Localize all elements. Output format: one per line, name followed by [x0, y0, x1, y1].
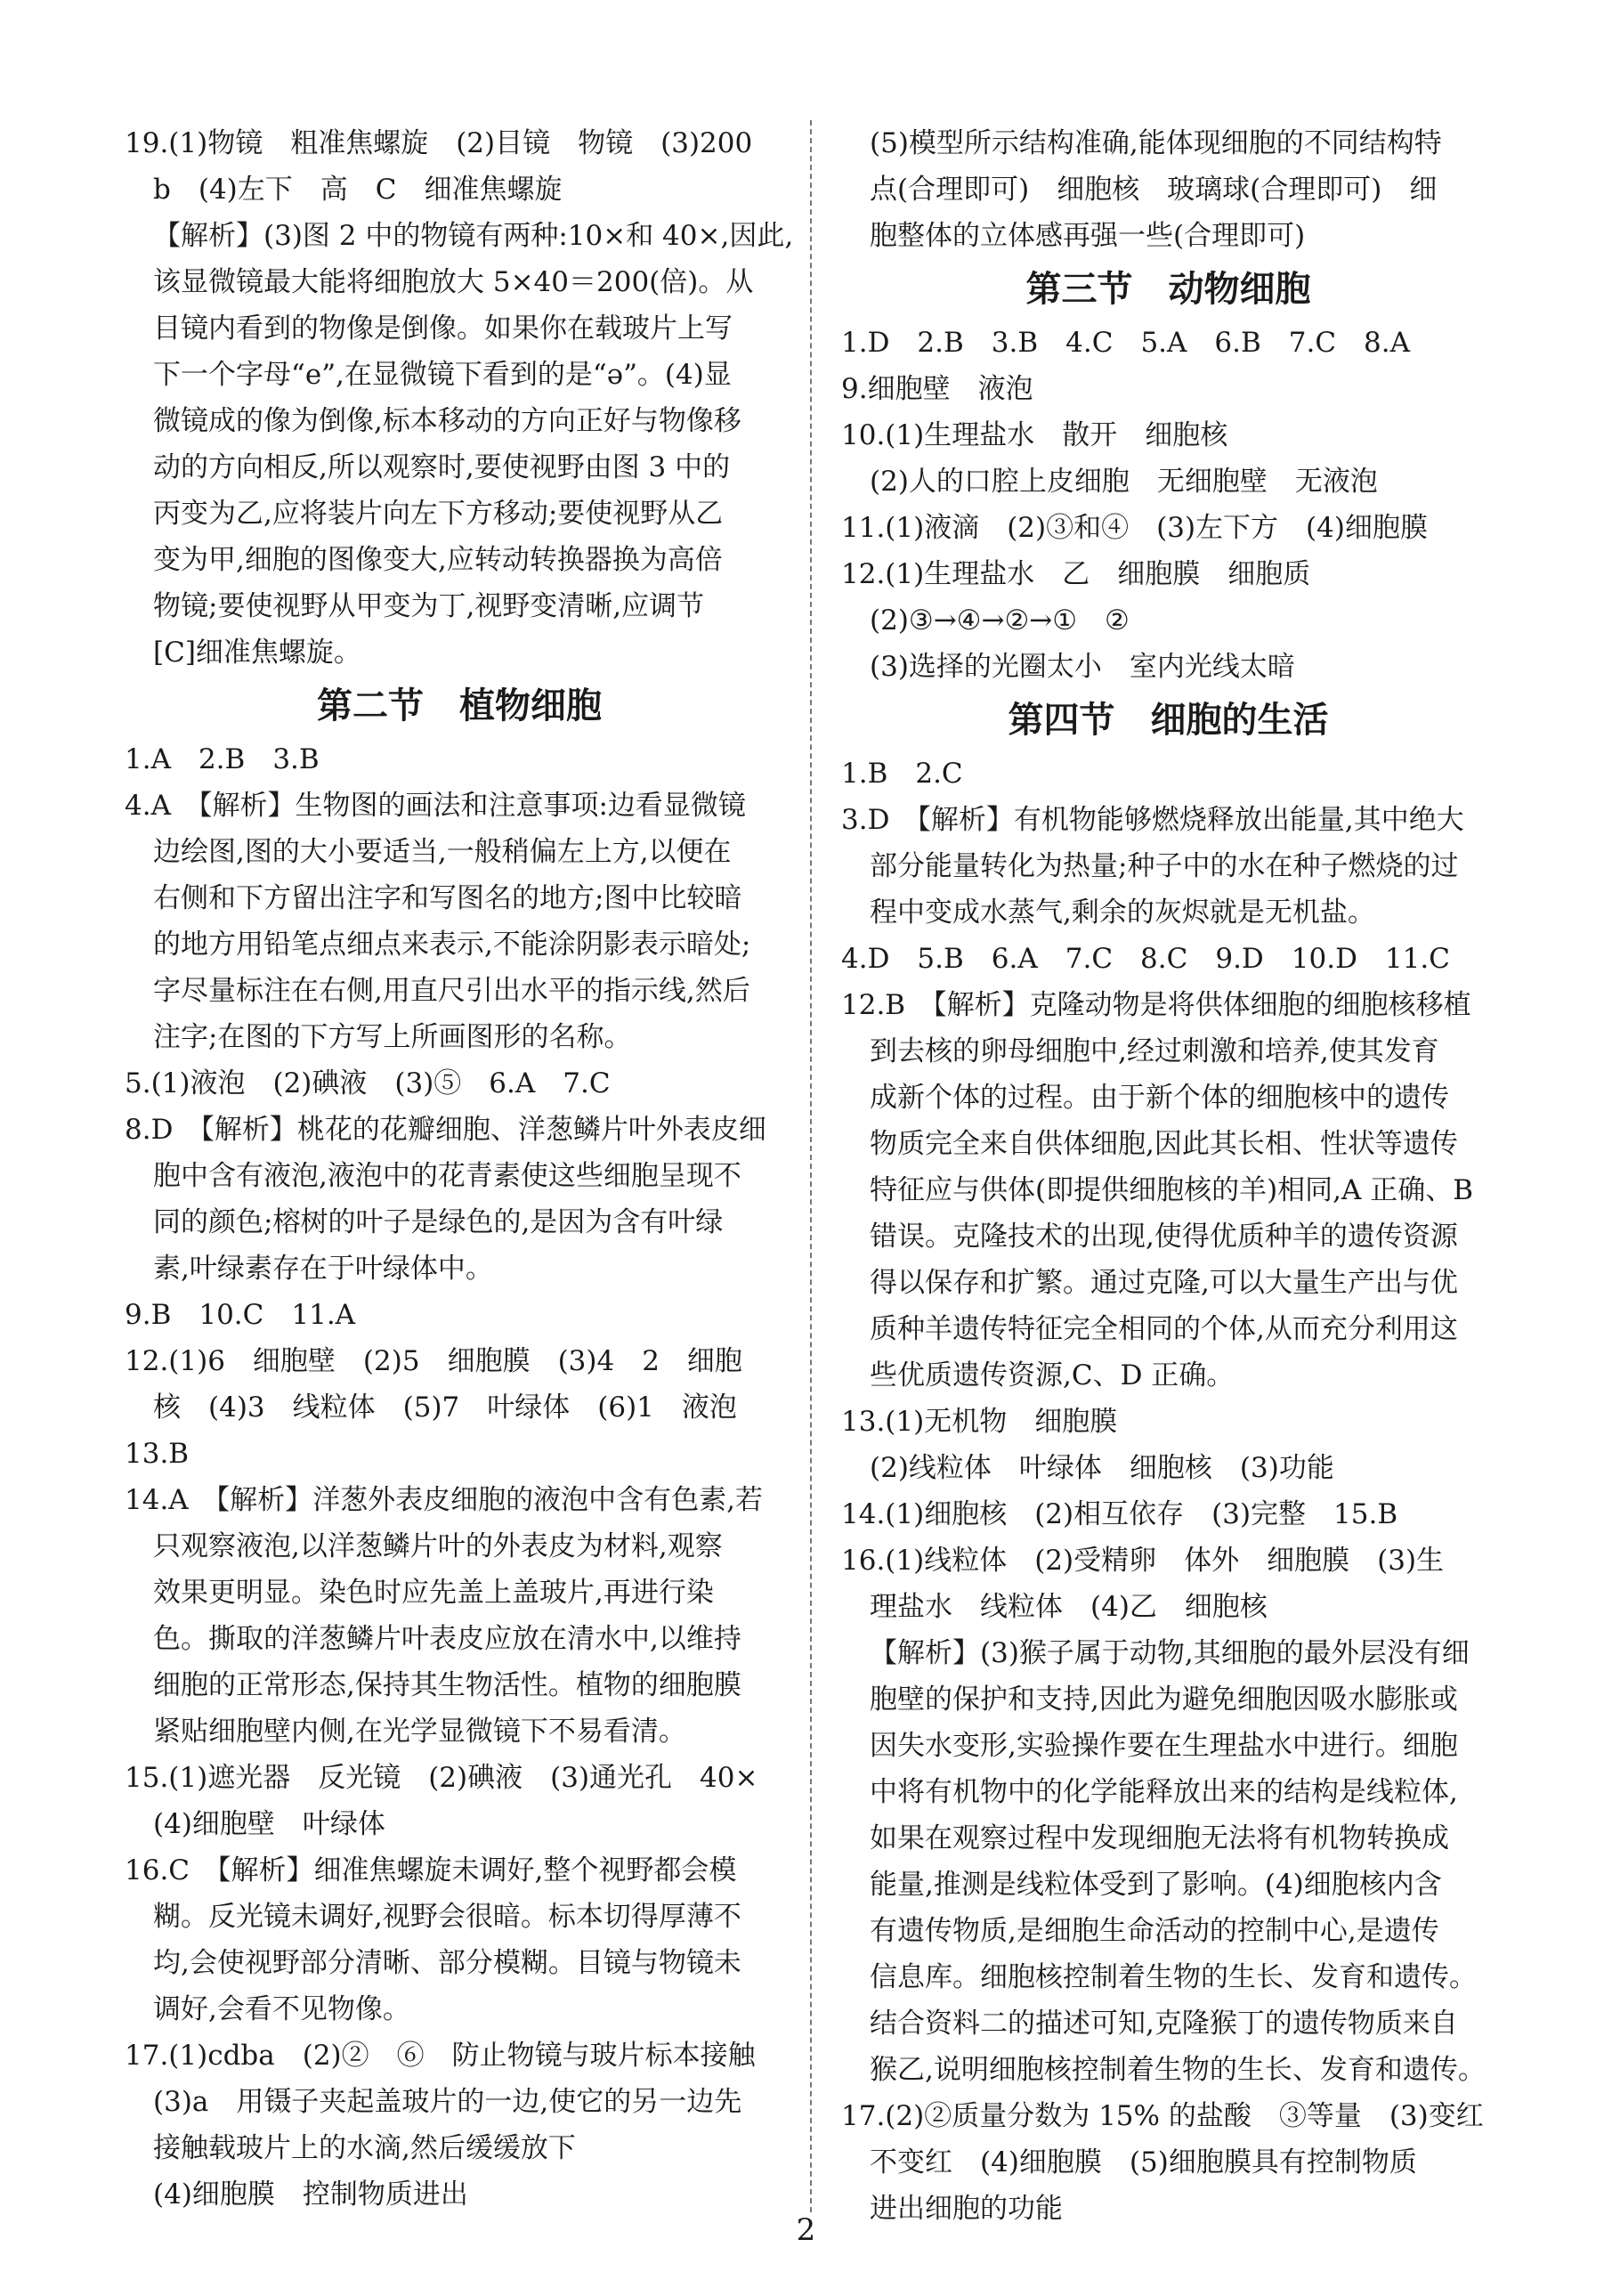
- answer-line: 1.B 2.C: [841, 758, 963, 790]
- answer-line: 进出细胞的功能: [870, 2193, 1063, 2225]
- answer-line: 该显微镜最大能将细胞放大 5×40＝200(倍)。从: [153, 266, 754, 298]
- answer-line: (2)线粒体 叶绿体 细胞核 (3)功能: [870, 1452, 1334, 1484]
- answer-line: 10.(1)生理盐水 散开 细胞核: [841, 419, 1228, 451]
- answer-line: 字尽量标注在右侧,用直尺引出水平的指示线,然后: [153, 975, 750, 1007]
- answer-line: (3)选择的光圈太小 室内光线太暗: [870, 651, 1295, 683]
- answer-line: 9.B 10.C 11.A: [125, 1299, 356, 1331]
- answer-line: 13.B: [125, 1438, 190, 1470]
- answer-line: 能量,推测是线粒体受到了影响。(4)细胞核内含: [870, 1869, 1442, 1901]
- section-heading: 第四节 细胞的生活: [1008, 700, 1329, 741]
- answer-line: 结合资料二的描述可知,克隆猴丁的遗传物质来自: [870, 2008, 1458, 2040]
- answer-line: (3)a 用镊子夹起盖玻片的一边,使它的另一边先: [153, 2086, 742, 2118]
- answer-line: 4.A 【解析】生物图的画法和注意事项:边看显微镜: [125, 790, 746, 822]
- answer-line: 动的方向相反,所以观察时,要使视野由图 3 中的: [153, 451, 731, 483]
- answer-line: 19.(1)物镜 粗准焦螺旋 (2)目镜 物镜 (3)200: [125, 127, 753, 159]
- answer-line: 16.C 【解析】细准焦螺旋未调好,整个视野都会模: [125, 1854, 737, 1886]
- section-heading: 第二节 植物细胞: [317, 686, 602, 726]
- answer-line: 11.(1)液滴 (2)③和④ (3)左下方 (4)细胞膜: [841, 512, 1428, 544]
- answer-line: [C]细准焦螺旋。: [153, 637, 361, 669]
- answer-line: (4)细胞壁 叶绿体: [153, 1808, 385, 1840]
- answer-line: 不变红 (4)细胞膜 (5)细胞膜具有控制物质: [870, 2146, 1417, 2178]
- answer-line: (2)人的口腔上皮细胞 无细胞壁 无液泡: [870, 466, 1378, 498]
- answer-line: 色。撕取的洋葱鳞片叶表皮应放在清水中,以维持: [153, 1623, 741, 1655]
- answer-line: 猴乙,说明细胞核控制着生物的生长、发育和遗传。: [870, 2054, 1486, 2086]
- answer-line: 错误。克隆技术的出现,使得优质种羊的遗传资源: [870, 1221, 1458, 1253]
- answer-line: 微镜成的像为倒像,标本移动的方向正好与物像移: [153, 405, 741, 437]
- answer-line: 接触载玻片上的水滴,然后缓缓放下: [153, 2132, 576, 2164]
- answer-line: 核 (4)3 线粒体 (5)7 叶绿体 (6)1 液泡: [153, 1391, 737, 1424]
- answer-line: 5.(1)液泡 (2)碘液 (3)⑤ 6.A 7.C: [125, 1067, 611, 1099]
- answer-line: 质种羊遗传特征完全相同的个体,从而充分利用这: [870, 1313, 1458, 1345]
- answer-line: 效果更明显。染色时应先盖上盖玻片,再进行染: [153, 1577, 714, 1609]
- answer-line: 只观察液泡,以洋葱鳞片叶的外表皮为材料,观察: [153, 1530, 723, 1562]
- answer-line: 胞整体的立体感再强一些(合理即可): [870, 220, 1306, 252]
- answer-line: 目镜内看到的物像是倒像。如果你在载玻片上写: [153, 312, 733, 345]
- answer-line: 同的颜色;榕树的叶子是绿色的,是因为含有叶绿: [153, 1206, 724, 1238]
- answer-line: 部分能量转化为热量;种子中的水在种子燃烧的过: [870, 850, 1459, 882]
- answer-line: 物镜;要使视野从甲变为丁,视野变清晰,应调节: [153, 590, 705, 622]
- answer-line: 均,会使视野部分清晰、部分模糊。目镜与物镜未: [153, 1947, 741, 1979]
- column-divider: [810, 120, 812, 2212]
- answer-line: 因失水变形,实验操作要在生理盐水中进行。细胞: [870, 1730, 1458, 1762]
- answer-line: 12.B 【解析】克隆动物是将供体细胞的细胞核移植: [841, 989, 1471, 1021]
- page-number: 2: [796, 2212, 816, 2248]
- answer-line: 12.(1)生理盐水 乙 细胞膜 细胞质: [841, 558, 1311, 590]
- answer-line: 信息库。细胞核控制着生物的生长、发育和遗传。: [870, 1961, 1477, 1993]
- answer-line: 胞壁的保护和支持,因此为避免细胞因吸水膨胀或: [870, 1683, 1458, 1716]
- left-column: [125, 120, 794, 2218]
- answer-line: b (4)左下 高 C 细准焦螺旋: [153, 174, 563, 206]
- answer-line: 程中变成水蒸气,剩余的灰烬就是无机盐。: [870, 896, 1375, 929]
- answer-line: (4)细胞膜 控制物质进出: [153, 2178, 468, 2211]
- section-heading: 第三节 动物细胞: [1025, 269, 1311, 310]
- answer-line: 素,叶绿素存在于叶绿体中。: [153, 1253, 493, 1285]
- answer-line: 17.(2)②质量分数为 15% 的盐酸 ③等量 (3)变红: [841, 2100, 1484, 2132]
- answer-line: 物质完全来自供体细胞,因此其长相、性状等遗传: [870, 1128, 1458, 1160]
- answer-line: 3.D 【解析】有机物能够燃烧释放出能量,其中绝大: [841, 804, 1464, 836]
- answer-line: 边绘图,图的大小要适当,一般稍偏左上方,以便在: [153, 836, 732, 868]
- answer-line: 成新个体的过程。由于新个体的细胞核中的遗传: [870, 1082, 1449, 1114]
- answer-line: 到去核的卵母细胞中,经过刺激和培养,使其发育: [870, 1035, 1439, 1067]
- answer-line: 15.(1)遮光器 反光镜 (2)碘液 (3)通光孔 40×: [125, 1762, 758, 1794]
- answer-line: 16.(1)线粒体 (2)受精卵 体外 细胞膜 (3)生: [841, 1545, 1445, 1577]
- answer-line: 14.A 【解析】洋葱外表皮细胞的液泡中含有色素,若: [125, 1484, 764, 1516]
- answer-line: 4.D 5.B 6.A 7.C 8.C 9.D 10.D 11.C: [841, 943, 1450, 975]
- answer-line: 中将有机物中的化学能释放出来的结构是线粒体,: [870, 1776, 1458, 1808]
- answer-line: 糊。反光镜未调好,视野会很暗。标本切得厚薄不: [153, 1901, 741, 1933]
- answer-line: 17.(1)cdba (2)② ⑥ 防止物镜与玻片标本接触: [125, 2040, 756, 2072]
- answer-line: 丙变为乙,应将装片向左下方移动;要使视野从乙: [153, 498, 724, 530]
- answer-line: (5)模型所示结构准确,能体现细胞的不同结构特: [870, 127, 1442, 159]
- answer-line: 紧贴细胞壁内侧,在光学显微镜下不易看清。: [153, 1716, 686, 1748]
- answer-line: 1.D 2.B 3.B 4.C 5.A 6.B 7.C 8.A: [841, 327, 1411, 359]
- answer-line: 点(合理即可) 细胞核 玻璃球(合理即可) 细: [870, 174, 1438, 206]
- answer-line: 12.(1)6 细胞壁 (2)5 细胞膜 (3)4 2 细胞: [125, 1345, 742, 1377]
- answer-line: 调好,会看不见物像。: [153, 1993, 410, 2025]
- answer-line: 9.细胞壁 液泡: [841, 373, 1033, 405]
- answer-line: 胞中含有液泡,液泡中的花青素使这些细胞呈现不: [153, 1160, 741, 1192]
- answer-line: 下一个字母“e”,在显微镜下看到的是“ə”。(4)显: [153, 359, 732, 391]
- answer-line: 如果在观察过程中发现细胞无法将有机物转换成: [870, 1822, 1449, 1854]
- answer-line: 【解析】(3)猴子属于动物,其细胞的最外层没有细: [870, 1637, 1470, 1669]
- answer-line: 些优质遗传资源,C、D 正确。: [870, 1359, 1235, 1391]
- answer-line: 细胞的正常形态,保持其生物活性。植物的细胞膜: [153, 1669, 741, 1701]
- answer-line: 注字;在图的下方写上所画图形的名称。: [153, 1021, 632, 1053]
- answer-line: (2)③→④→②→① ②: [870, 604, 1130, 637]
- answer-line: 右侧和下方留出注字和写图名的地方;图中比较暗: [153, 882, 742, 914]
- answer-line: 特征应与供体(即提供细胞核的羊)相同,A 正确、B: [870, 1174, 1474, 1206]
- answer-line: 变为甲,细胞的图像变大,应转动转换器换为高倍: [153, 544, 723, 576]
- answer-line: 8.D 【解析】桃花的花瓣细胞、洋葱鳞片叶外表皮细: [125, 1114, 766, 1146]
- answer-line: 的地方用铅笔点细点来表示,不能涂阴影表示暗处;: [153, 929, 751, 961]
- answer-line: 理盐水 线粒体 (4)乙 细胞核: [870, 1591, 1268, 1623]
- right-column: [841, 120, 1495, 2232]
- answer-line: 得以保存和扩繁。通过克隆,可以大量生产出与优: [870, 1267, 1458, 1299]
- answer-line: 1.A 2.B 3.B: [125, 743, 320, 775]
- answer-line: 【解析】(3)图 2 中的物镜有两种:10×和 40×,因此,: [153, 220, 794, 252]
- answer-line: 14.(1)细胞核 (2)相互依存 (3)完整 15.B: [841, 1498, 1398, 1530]
- answer-line: 有遗传物质,是细胞生命活动的控制中心,是遗传: [870, 1915, 1439, 1947]
- answer-line: 13.(1)无机物 细胞膜: [841, 1406, 1118, 1438]
